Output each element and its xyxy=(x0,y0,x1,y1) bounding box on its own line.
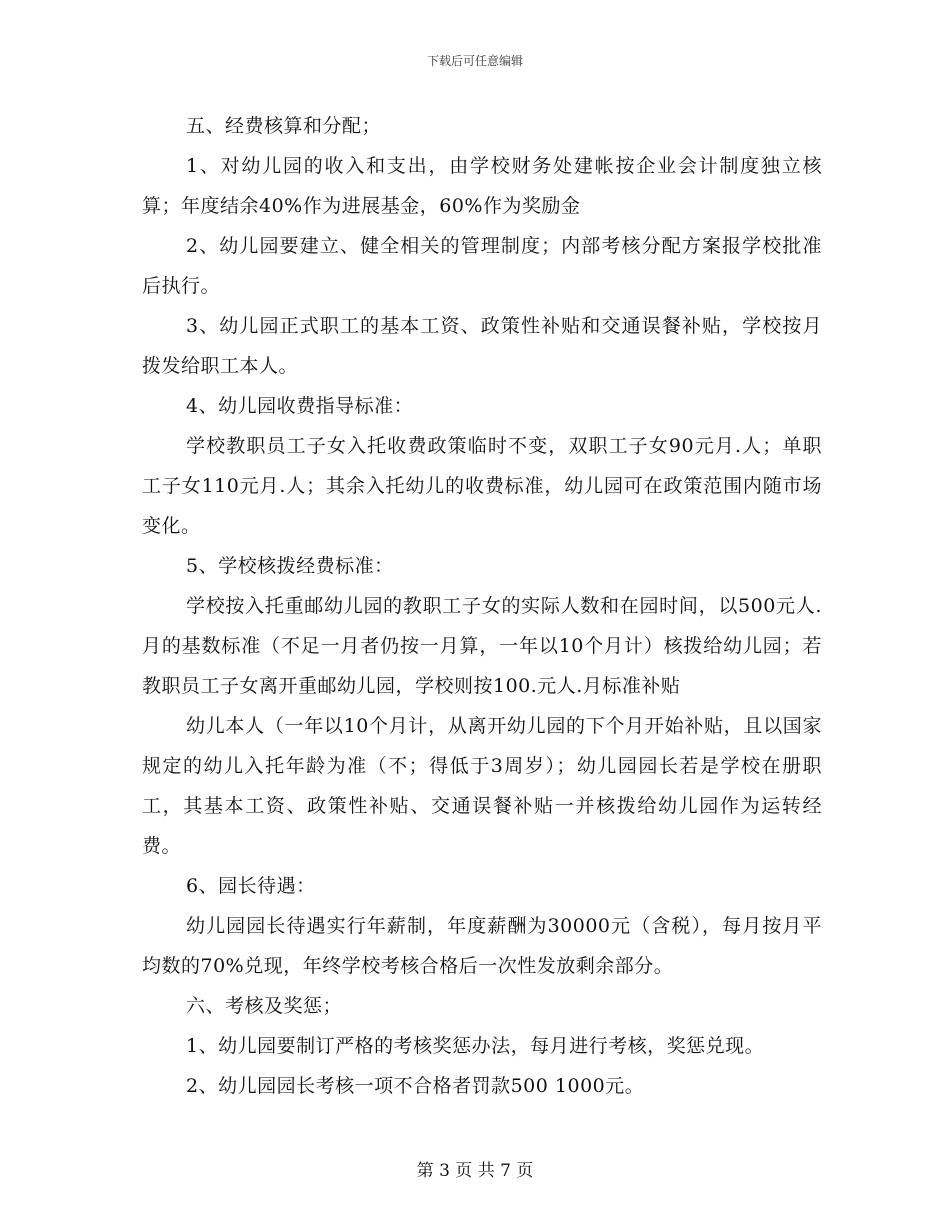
paragraph: 4、幼儿园收费指导标准： xyxy=(186,395,414,417)
paragraph: 3、幼儿园正式职工的基本工资、政策性补贴和交通误餐补贴，学校按月拨发给职工本人。 xyxy=(142,315,822,377)
paragraph: 1、幼儿园要制订严格的考核奖惩办法，每月进行考核，奖惩兑现。 xyxy=(186,1035,765,1057)
paragraph: 2、幼儿园园长考核一项不合格者罚款500 1000元。 xyxy=(186,1075,645,1097)
page-number: 第 3 页 共 7 页 xyxy=(416,1161,534,1181)
paragraph: 6、园长待遇： xyxy=(186,875,316,897)
paragraph: 幼儿本人（一年以10个月计，从离开幼儿园的下个月开始补贴，且以国家规定的幼儿入托年龄为准（不；得低于3周岁）；幼儿园园长若是学校在册职工，其基本工资、政策性补贴、交通误餐补贴一并核拨给幼儿园作为运转经费。 xyxy=(142,715,822,857)
page-header-note: 下载后可任意编辑 xyxy=(426,54,523,68)
section-heading-funding: 五、经费核算和分配； xyxy=(186,115,382,137)
paragraph: 2、幼儿园要建立、健全相关的管理制度；内部考核分配方案报学校批准后执行。 xyxy=(142,235,822,297)
paragraph: 幼儿园园长待遇实行年薪制，年度薪酬为30000元（含税），每月按月平均数的70%兑现，年终学校考核合格后一次性发放剩余部分。 xyxy=(142,915,822,977)
document-body xyxy=(142,106,822,1106)
paragraph: 5、学校核拨经费标准： xyxy=(186,555,394,577)
paragraph: 学校教职员工子女入托收费政策临时不变，双职工子女90元月.人；单职工子女110元月.人；其余入托幼儿的收费标准，幼儿园可在政策范围内随市场变化。 xyxy=(142,435,822,537)
section-heading-assessment: 六、考核及奖惩； xyxy=(186,995,343,1017)
paragraph: 学校按入托重邮幼儿园的教职工子女的实际人数和在园时间，以500元人.月的基数标准（不足一月者仍按一月算，一年以10个月计）核拨给幼儿园；若教职员工子女离开重邮幼儿园，学校则按100.元人.月标准补贴 xyxy=(142,595,822,697)
paragraph: 1、对幼儿园的收入和支出，由学校财务处建帐按企业会计制度独立核算；年度结余40%作为进展基金，60%作为奖励金 xyxy=(142,155,822,217)
